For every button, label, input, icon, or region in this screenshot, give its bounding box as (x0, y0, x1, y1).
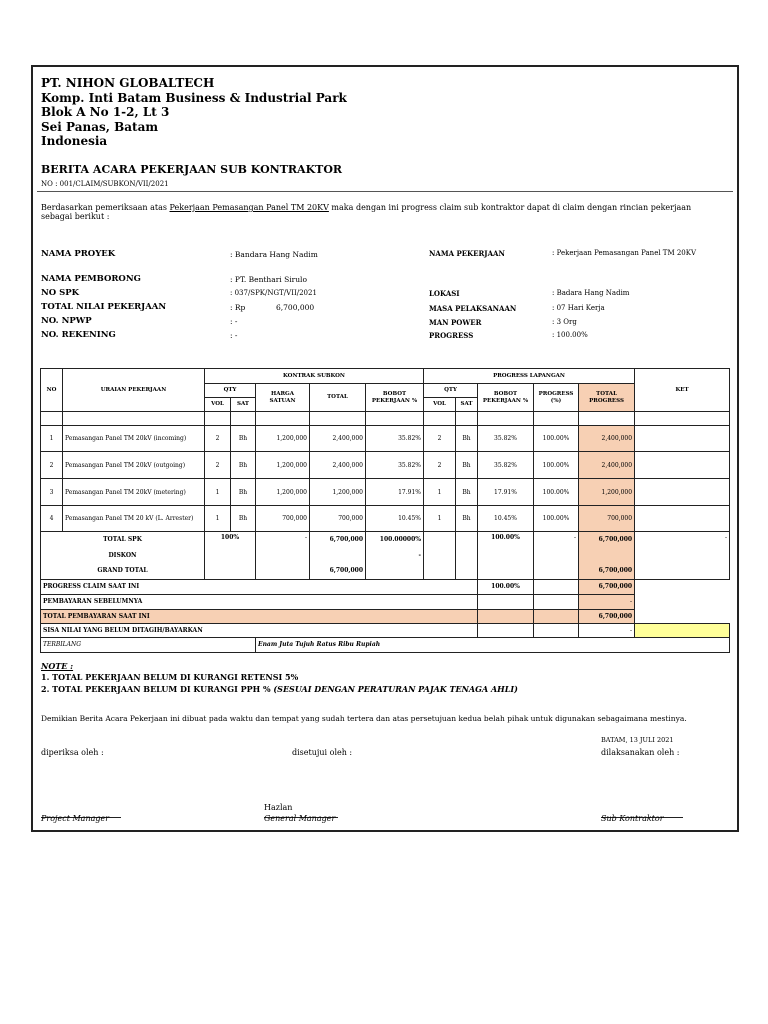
label-nama-pekerjaan: NAMA PEKERJAAN (429, 249, 505, 258)
row-sisa-nilai: SISA NILAI YANG BELUM DITAGIH/BAYARKAN - (41, 623, 730, 637)
total-spk-bobot-progress: 100.00% (478, 532, 534, 580)
project-link-text: Pekerjaan Pemasangan Panel TM 20KV (169, 203, 329, 212)
label-disetujui: disetujui oleh : (292, 748, 353, 757)
document-title: BERITA ACARA PEKERJAAN SUB KONTRAKTOR (41, 163, 343, 176)
total-spk-ket: - (635, 532, 730, 580)
title-divider (37, 191, 733, 192)
table-row: 4 Pemasangan Panel TM 20 kV (L. Arrester) 1 Bh 700,000 700,000 10.45% 1 Bh 10.45% 100.00% 700,000 (41, 506, 730, 532)
value-nama-pekerjaan: : Pekerjaan Pemasangan Panel TM 20KV (552, 249, 697, 257)
header-progress-lapangan: PROGRESS LAPANGAN (424, 369, 635, 384)
note-line-2: 2. TOTAL PEKERJAAN BELUM DI KURANGI PPH % (SESUAI DENGAN PERATURAN PAJAK TENAGA AHLI) (41, 684, 518, 694)
header-progress-pct: PROGRESS (%) (534, 384, 579, 412)
value-lokasi: : Badara Hang Nadim (552, 289, 630, 297)
role-sub-kontraktor: Sub Kontraktor (601, 814, 664, 823)
company-address-2: Blok A No 1-2, Lt 3 (41, 105, 170, 119)
header-total-progress: TOTAL PROGRESS (579, 384, 635, 412)
company-address-4: Indonesia (41, 134, 108, 148)
header-qty: QTY (205, 384, 256, 398)
header-vol-progress: VOL (424, 398, 456, 412)
value-nama-pemborong: : PT. Benthari Sirulo (230, 275, 307, 284)
totals-block (41, 532, 730, 580)
label-masa-pelaksanaan: MASA PELAKSANAAN (429, 304, 517, 313)
value-nama-proyek: : Bandara Hang Nadim (230, 250, 318, 259)
label-dilaksanakan: dilaksanakan oleh : (601, 748, 680, 757)
header-uraian: URAIAN PEKERJAAN (63, 369, 205, 412)
label-man-power: MAN POWER (429, 318, 482, 327)
work-table (40, 368, 730, 653)
label-npwp: NO. NPWP (41, 316, 92, 326)
header-ket: KET (635, 369, 730, 412)
signature-name-mid: Hazlan (264, 803, 293, 812)
row-claim: PROGRESS CLAIM SAAT INI 100.00% 6,700,000 (41, 579, 730, 594)
header-sat-progress: SAT (456, 398, 478, 412)
label-total-nilai: TOTAL NILAI PEKERJAAN (41, 302, 167, 312)
company-address-3: Sei Panas, Batam (41, 120, 159, 134)
total-spk-total-progress: 6,700,000 6,700,000 (579, 532, 635, 580)
header-sat: SAT (231, 398, 256, 412)
header-bobot: BOBOT PEKERJAAN % (366, 384, 424, 412)
total-spk-harga: - (256, 532, 310, 580)
note-line-1: 1. TOTAL PEKERJAAN BELUM DI KURANGI RETENSI 5% (41, 672, 299, 682)
row-total-pembayaran: TOTAL PEMBAYARAN SAAT INI 6,700,000 (41, 609, 730, 623)
table-row: 2 Pemasangan Panel TM 20kV (outgoing) 2 Bh 1,200,000 2,400,000 35.82% 2 Bh 35.82% 100.00% 2,400,000 (41, 452, 730, 479)
value-total-nilai-amount: 6,700,000 (276, 303, 315, 312)
total-spk-pct: 100% (205, 532, 256, 580)
value-masa-pelaksanaan: : 07 Hari Kerja (552, 304, 605, 312)
document-page (31, 65, 739, 832)
header-kontrak-subkon: KONTRAK SUBKON (205, 369, 424, 384)
intro-paragraph: Berdasarkan pemeriksaan atas Pekerjaan Pemasangan Panel TM 20KV maka dengan ini progress claim sub kontraktor dapat di claim dengan rincian pekerjaan sebagai berikut : (41, 203, 692, 221)
table-spacer-row (41, 412, 730, 426)
company-address-1: Komp. Inti Batam Business & Industrial Park (41, 91, 347, 105)
role-general-manager: General Manager (264, 814, 336, 823)
label-no-spk: NO SPK (41, 288, 80, 298)
value-no-spk: : 037/SPK/NGT/VII/2021 (230, 289, 317, 297)
document-date: BATAM, 13 JULI 2021 (601, 736, 674, 744)
table-row: 3 Pemasangan Panel TM 20kV (metering) 1 Bh 1,200,000 1,200,000 17.91% 1 Bh 17.91% 100.00% 1,200,000 (41, 479, 730, 506)
value-progress: : 100.00% (552, 331, 588, 339)
header-harga-satuan: HARGA SATUAN (256, 384, 310, 412)
header-no: NO (41, 369, 63, 412)
value-npwp: : - (230, 317, 238, 326)
label-nama-pemborong: NAMA PEMBORONG (41, 274, 141, 284)
value-total-nilai-currency: : Rp (230, 303, 246, 312)
value-man-power: : 3 Org (552, 318, 577, 326)
label-nama-proyek: NAMA PROYEK (41, 249, 116, 259)
total-spk-progress: - (534, 532, 579, 580)
header-vol: VOL (205, 398, 231, 412)
header-qty-progress: QTY (424, 384, 478, 398)
company-name: PT. NIHON GLOBALTECH (41, 76, 215, 90)
document-number: NO : 001/CLAIM/SUBKON/VII/2021 (41, 180, 169, 188)
label-lokasi: LOKASI (429, 289, 460, 298)
role-project-manager: Project Manager (41, 814, 110, 823)
row-terbilang: TERBILANG Enam Juta Tujuh Ratus Ribu Rupiah (41, 637, 730, 652)
total-spk-total: 6,700,000 6,700,000 (310, 532, 366, 580)
totals-labels: TOTAL SPK DISKON GRAND TOTAL (41, 532, 205, 580)
label-progress: PROGRESS (429, 331, 474, 340)
label-rekening: NO. REKENING (41, 330, 116, 340)
note-title: NOTE : (41, 661, 74, 671)
header-total: TOTAL (310, 384, 366, 412)
row-pembayaran-sebelumnya: PEMBAYARAN SEBELUMNYA - (41, 594, 730, 609)
closing-statement: Demikian Berita Acara Pekerjaan ini dibuat pada waktu dan tempat yang sudah tertera dan atas persetujuan kedua belah pihak untuk digunakan sebagaimana mestinya. (41, 714, 687, 723)
table-row: 1 Pemasangan Panel TM 20kV (incoming) 2 Bh 1,200,000 2,400,000 35.82% 2 Bh 35.82% 100.00% 2,400,000 (41, 426, 730, 452)
value-rekening: : - (230, 331, 238, 340)
header-bobot-progress: BOBOT PEKERJAAN % (478, 384, 534, 412)
label-diperiksa: diperiksa oleh : (41, 748, 104, 757)
total-spk-bobot: 100.00000% - (366, 532, 424, 580)
